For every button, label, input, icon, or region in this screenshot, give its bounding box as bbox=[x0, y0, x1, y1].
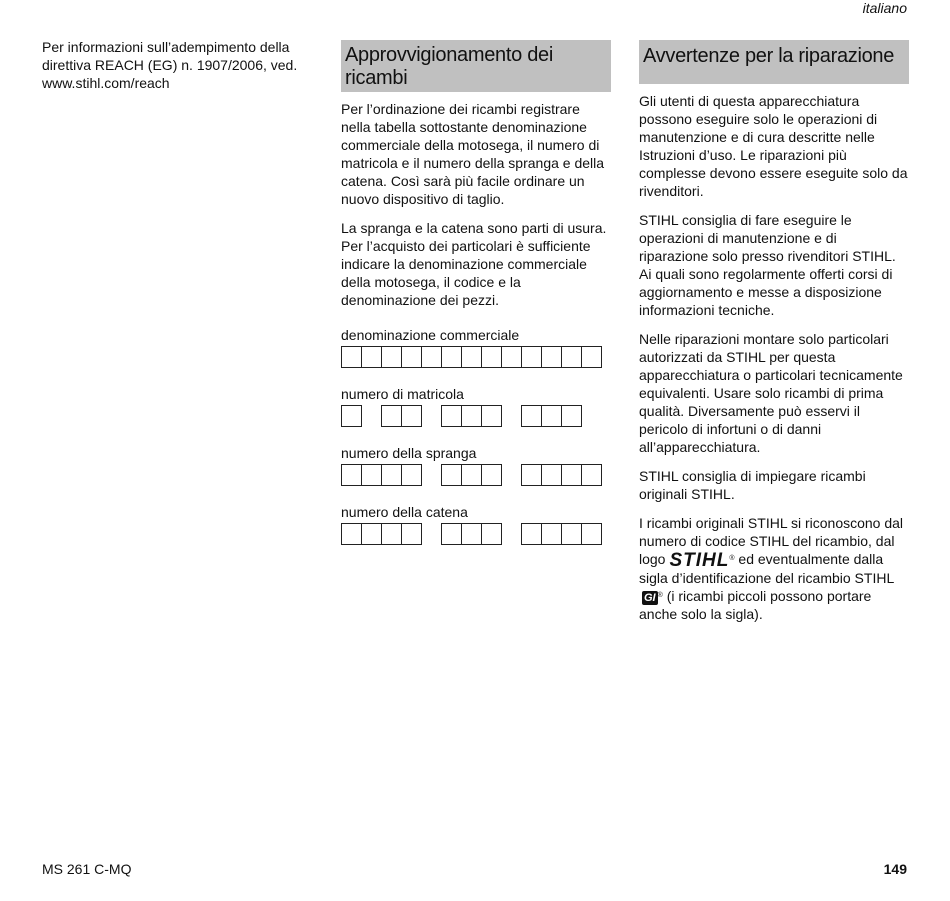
language-label: italiano bbox=[862, 0, 907, 16]
repair-paragraph-3: Nelle riparazioni montare solo particolari autorizzati da STIHL per questa apparecchiatura o particolari tecnicamente equivalenti. Usare solo ricambi di prima qualità. Diversamente può esservi il pericolo di infortuni o di danni all’apparecchiatura. bbox=[639, 331, 903, 455]
commercial-name-label: denominazione commerciale bbox=[341, 327, 520, 343]
spare-parts-paragraph-2: La spranga e la catena sono parti di usura. Per l’acquisto dei particolari è sufficiente indicare la denominazione commerciale della motosega, il codice e la denominazione dei pezzi. bbox=[341, 220, 607, 308]
commercial-name-boxes[interactable] bbox=[341, 346, 611, 368]
registered-mark-icon: ® bbox=[729, 555, 735, 562]
serial-number-boxes[interactable] bbox=[341, 405, 611, 427]
repair-paragraph-1: Gli utenti di questa apparecchiatura possono eseguire solo le operazioni di manutenzione e di cura descritte nelle Istruzioni d’uso. Le riparazioni più complesse devono essere eseguite solo da rivenditori. bbox=[639, 93, 908, 199]
spare-parts-paragraph-1: Per l’ordinazione dei ricambi registrare nella tabella sottostante denominazione commerciale della motosega, il numero di matricola e il numero della spranga e della catena. Così sarà più facile ordinare un nuovo dispositivo di taglio. bbox=[341, 101, 605, 207]
repair-paragraph-2: STIHL consiglia di fare eseguire le operazioni di manutenzione e di riparazione solo presso rivenditori STIHL. Ai quali sono regolarmente offerti corsi di aggiornamento e messe a disposizione informazioni tecniche. bbox=[639, 212, 896, 318]
repair-paragraph-5a: I ricambi originali STIHL si riconoscono dal numero di codice STIHL del ricambio, dal logo bbox=[639, 515, 904, 567]
serial-number-label: numero di matricola bbox=[341, 386, 464, 402]
page-number: 149 bbox=[883, 861, 907, 877]
gi-mark-icon: GI bbox=[644, 592, 656, 604]
spare-parts-column bbox=[341, 40, 611, 545]
reach-info-column bbox=[42, 38, 317, 103]
stihl-logo-icon: STIHL bbox=[669, 550, 730, 571]
bar-number-boxes[interactable] bbox=[341, 464, 611, 486]
repair-paragraph-4: STIHL consiglia di impiegare ricambi originali STIHL. bbox=[639, 468, 866, 502]
repair-paragraph-5b: ed eventualmente dalla sigla d’identificazione del ricambio STIHL bbox=[639, 551, 895, 586]
repair-notes-column bbox=[639, 40, 909, 634]
registered-mark-icon: ® bbox=[657, 592, 663, 599]
repair-paragraph-5 bbox=[639, 514, 909, 623]
repair-paragraph-5c: (i ricambi piccoli possono portare anche solo la sigla). bbox=[639, 588, 872, 622]
model-label: MS 261 C-MQ bbox=[42, 861, 132, 877]
chain-number-label: numero della catena bbox=[341, 504, 468, 520]
repair-notes-heading: Avvertenze per la riparazione bbox=[639, 40, 909, 84]
spare-parts-heading: Approvvigionamento dei ricambi bbox=[341, 40, 611, 92]
reach-info-text: Per informazioni sull’adempimento della direttiva REACH (EG) n. 1907/2006, ved. www.stihl.com/reach bbox=[42, 39, 298, 91]
chain-number-boxes[interactable] bbox=[341, 523, 611, 545]
bar-number-label: numero della spranga bbox=[341, 445, 477, 461]
